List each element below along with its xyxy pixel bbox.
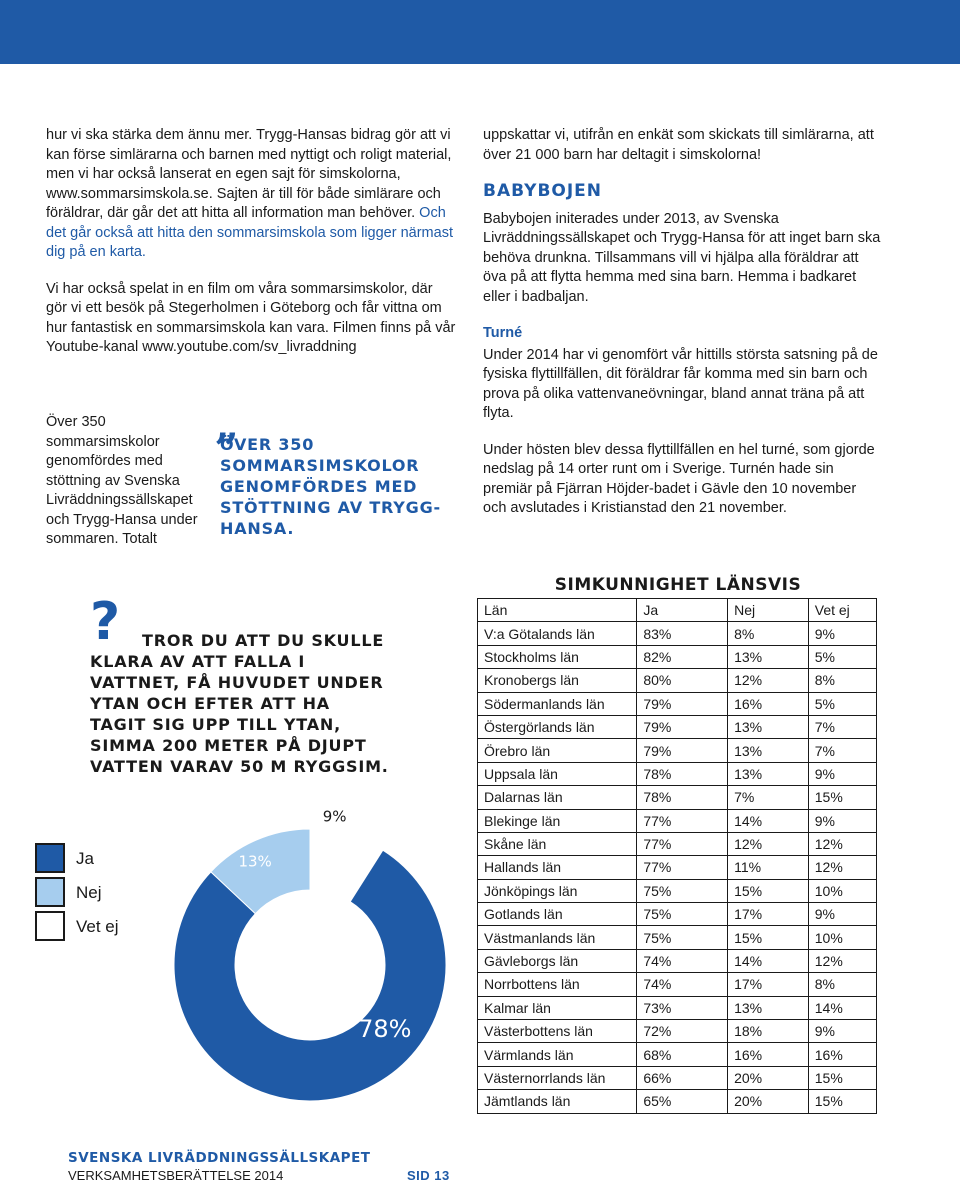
donut-label-vet-ej: 9% [322, 807, 347, 826]
table-cell-value: 17% [728, 973, 809, 996]
legend-label-ja: Ja [76, 849, 94, 868]
survey-question: TROR DU ATT DU SKULLE KLARA AV ATT FALLA I VATTNET, FÅ HUVUDET UNDER YTAN OCH EFTER ATT HA TAGIT SIG UPP TILL YTAN, SIMMA 200 METER PÅ DJUPT VATTEN VARAV 50 M RYGGSIM. [90, 631, 389, 776]
table-cell-value: 83% [637, 622, 728, 645]
table-row [478, 692, 877, 715]
table-row [478, 926, 877, 949]
table-cell-value: 15% [728, 926, 809, 949]
table-cell-value: 13% [728, 645, 809, 668]
table-cell-value: 7% [808, 739, 876, 762]
table-cell-value: 80% [637, 669, 728, 692]
table-row [478, 949, 877, 972]
legend-swatch-ja [35, 843, 65, 873]
table-cell-value: 16% [728, 1043, 809, 1066]
table-cell-county: Jönköpings län [478, 879, 637, 902]
table-cell-value: 78% [637, 786, 728, 809]
top-banner [0, 0, 960, 64]
table-cell-value: 68% [637, 1043, 728, 1066]
table-cell-value: 13% [728, 996, 809, 1019]
footer-report-title: VERKSAMHETSBERÄTTELSE 2014 [68, 1168, 284, 1183]
table-cell-county: Västernorrlands län [478, 1066, 637, 1089]
legend-label-vet-ej: Vet ej [76, 917, 119, 936]
table-cell-county: Kronobergs län [478, 669, 637, 692]
table-row [478, 973, 877, 996]
table-cell-county: Västerbottens län [478, 1020, 637, 1043]
side-note: Över 350 sommarsimskolor genomfördes med stöttning av Svenska Livräddningssällskapet och Trygg-Hansa under sommaren. Totalt [46, 414, 198, 547]
table-row [478, 1066, 877, 1089]
table-cell-value: 20% [728, 1066, 809, 1089]
table-cell-county: Hallands län [478, 856, 637, 879]
table-header-row [478, 599, 877, 622]
table-cell-value: 7% [808, 715, 876, 738]
table-cell-county: Stockholms län [478, 645, 637, 668]
table-row [478, 762, 877, 785]
donut-chart [160, 800, 460, 1110]
table-cell-county: Skåne län [478, 832, 637, 855]
table-cell-value: 7% [728, 786, 809, 809]
table-row [478, 715, 877, 738]
babybojen-paragraph: Babybojen initerades under 2013, av Svenska Livräddningssällskapet och Trygg-Hansa för att inget barn ska behöva drunkna. Tillsammans vill vi hjälpa alla föräldrar att öva på att flytta hemma med sina barn. Hemma i badkaret eller i badbaljan. [483, 210, 881, 305]
table-cell-county: Örebro län [478, 739, 637, 762]
table-cell-value: 20% [728, 1090, 809, 1113]
table-row [478, 1043, 877, 1066]
table-cell-value: 16% [728, 692, 809, 715]
table-cell-value: 11% [728, 856, 809, 879]
left-paragraph-1 [46, 126, 456, 263]
table-cell-value: 15% [808, 1066, 876, 1089]
turne-paragraph: Under 2014 har vi genomfört vår hittills största satsning på de fysiska flyttillfällen, dit föräldrar får komma med sin barn och prova på olika vattenvaneövningar, bland annat träna på att flyta. [483, 346, 878, 421]
table-cell-county: Västmanlands län [478, 926, 637, 949]
table-row [478, 645, 877, 668]
table-cell-value: 65% [637, 1090, 728, 1113]
table-cell-value: 75% [637, 879, 728, 902]
table-row [478, 996, 877, 1019]
table-cell-value: 72% [637, 1020, 728, 1043]
table-cell-county: Jämtlands län [478, 1090, 637, 1113]
header-vet-ej: Vet ej [808, 599, 876, 622]
table-cell-county: V:a Götalands län [478, 622, 637, 645]
table-cell-value: 15% [808, 786, 876, 809]
left-paragraph-1-highlight: Och det går också att hitta den sommarsimskola som ligger närmast dig på en karta. [46, 205, 453, 260]
table-cell-value: 9% [808, 809, 876, 832]
left-column [46, 126, 456, 375]
table-cell-value: 14% [728, 949, 809, 972]
table-cell-value: 9% [808, 903, 876, 926]
table-cell-value: 9% [808, 762, 876, 785]
table-row [478, 832, 877, 855]
county-table-section [477, 572, 879, 1114]
table-row [478, 669, 877, 692]
table-cell-value: 8% [728, 622, 809, 645]
question-mark-icon: ? [90, 592, 121, 652]
table-cell-value: 10% [808, 926, 876, 949]
table-cell-county: Gotlands län [478, 903, 637, 926]
table-cell-county: Gävleborgs län [478, 949, 637, 972]
table-cell-value: 5% [808, 692, 876, 715]
turne-heading: Turné [483, 325, 523, 341]
table-cell-value: 75% [637, 903, 728, 926]
table-cell-value: 16% [808, 1043, 876, 1066]
legend-label-nej: Nej [76, 883, 102, 902]
table-cell-value: 18% [728, 1020, 809, 1043]
table-cell-value: 15% [728, 879, 809, 902]
table-row [478, 622, 877, 645]
table-cell-value: 73% [637, 996, 728, 1019]
table-cell-value: 12% [808, 949, 876, 972]
table-cell-value: 78% [637, 762, 728, 785]
table-cell-value: 66% [637, 1066, 728, 1089]
table-cell-value: 12% [808, 832, 876, 855]
table-cell-county: Dalarnas län [478, 786, 637, 809]
table-cell-value: 15% [808, 1090, 876, 1113]
table-row [478, 786, 877, 809]
table-cell-value: 13% [728, 762, 809, 785]
header-lan: Län [478, 599, 637, 622]
table-cell-value: 13% [728, 739, 809, 762]
table-cell-value: 9% [808, 1020, 876, 1043]
table-cell-value: 17% [728, 903, 809, 926]
table-cell-county: Östergörlands län [478, 715, 637, 738]
table-cell-county: Värmlands län [478, 1043, 637, 1066]
table-cell-value: 77% [637, 832, 728, 855]
table-cell-county: Kalmar län [478, 996, 637, 1019]
table-cell-value: 12% [808, 856, 876, 879]
table-cell-value: 74% [637, 973, 728, 996]
right-column [483, 126, 883, 536]
legend-swatch-nej [35, 877, 65, 907]
table-row [478, 903, 877, 926]
table-cell-value: 8% [808, 973, 876, 996]
footer-organization: SVENSKA LIVRÄDDNINGSSÄLLSKAPET [68, 1150, 371, 1166]
table-cell-value: 77% [637, 809, 728, 832]
table-cell-value: 14% [808, 996, 876, 1019]
table-row [478, 856, 877, 879]
table-cell-value: 82% [637, 645, 728, 668]
table-cell-value: 79% [637, 715, 728, 738]
table-cell-value: 10% [808, 879, 876, 902]
county-table [477, 598, 877, 1114]
table-cell-value: 74% [637, 949, 728, 972]
quote-mark-icon: „ [215, 400, 240, 449]
table-cell-value: 5% [808, 645, 876, 668]
left-paragraph-2: Vi har också spelat in en film om våra sommarsimskolor, där gör vi ett besök på Stegerholmen i Göteborg och får vittna om hur fantastisk en sommarsimskola kan vara. Filmen finns på vår Youtube-kanal www.youtube.com/sv_livraddning [46, 280, 456, 355]
table-cell-county: Norrbottens län [478, 973, 637, 996]
table-cell-value: 8% [808, 669, 876, 692]
table-cell-value: 79% [637, 692, 728, 715]
right-paragraph-1: uppskattar vi, utifrån en enkät som skickats till simlärarna, att över 21 000 barn har deltagit i simskolorna! [483, 127, 874, 163]
hosten-paragraph: Under hösten blev dessa flyttillfällen en hel turné, som gjorde nedslag på 14 orter runt om i Sverige. Turnén hade sin premiär på Fjärran Höjder-badet i Gävle den 10 november och avslutades i Kristianstad den 21 november. [483, 441, 875, 516]
header-ja: Ja [637, 599, 728, 622]
table-cell-value: 79% [637, 739, 728, 762]
table-cell-county: Uppsala län [478, 762, 637, 785]
pull-quote: ÖVER 350 SOMMARSIMSKOLOR GENOMFÖRDES MED STÖTTNING AV TRYGG-HANSA. [220, 435, 441, 538]
table-cell-value: 12% [728, 669, 809, 692]
table-title: SIMKUNNIGHET LÄNSVIS [554, 575, 802, 595]
table-cell-value: 75% [637, 926, 728, 949]
babybojen-heading: BABYBOJEN [483, 181, 603, 201]
header-nej: Nej [728, 599, 809, 622]
table-row [478, 1020, 877, 1043]
footer-page-number: SID 13 [407, 1168, 450, 1183]
table-row [478, 809, 877, 832]
table-cell-value: 14% [728, 809, 809, 832]
table-cell-value: 9% [808, 622, 876, 645]
table-cell-county: Blekinge län [478, 809, 637, 832]
table-row [478, 879, 877, 902]
table-cell-value: 77% [637, 856, 728, 879]
table-cell-county: Södermanlands län [478, 692, 637, 715]
table-cell-value: 13% [728, 715, 809, 738]
donut-label-nej: 13% [238, 852, 272, 871]
table-cell-value: 12% [728, 832, 809, 855]
donut-label-ja: 78% [358, 1015, 412, 1044]
table-row [478, 739, 877, 762]
legend-swatch-vet-ej [35, 911, 65, 941]
left-paragraph-1-text: hur vi ska stärka dem ännu mer. Trygg-Hansas bidrag gör att vi kan förse simlärarna och barnen med nyttigt och roligt material, men vi har också lanserat en egen sajt för simskolorna, www.sommarsimskola.se. Sajten är till för både simlärare och föräldrar, där går det att hitta all information man behöver. [46, 127, 452, 221]
table-row [478, 1090, 877, 1113]
